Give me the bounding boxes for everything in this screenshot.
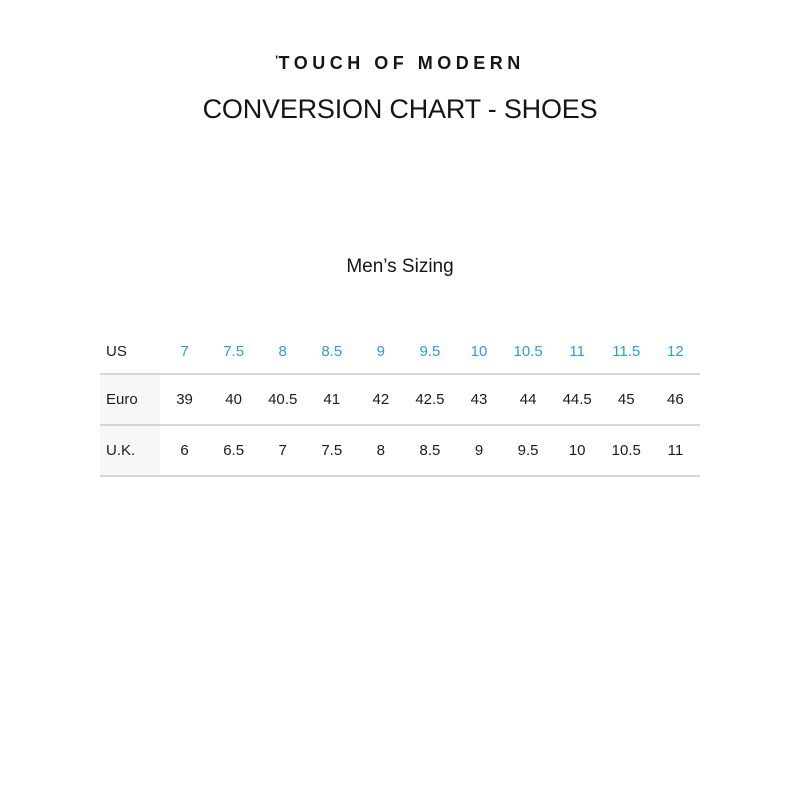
- size-cell-us: 12: [667, 343, 684, 360]
- size-cell-euro: 43: [470, 391, 488, 408]
- size-cell-us: 8: [278, 343, 287, 360]
- size-cell-uk: 6: [180, 442, 189, 459]
- size-cell-euro: 45: [617, 391, 635, 408]
- table-row-euro: [100, 374, 700, 425]
- size-cell-uk: 9.5: [517, 442, 539, 459]
- size-cell-us: 11: [569, 343, 585, 360]
- size-cell-uk: 8: [376, 442, 386, 459]
- size-cell-euro: 39: [176, 391, 193, 408]
- size-cell-uk: 7.5: [321, 442, 343, 459]
- size-cell-euro: 42: [372, 391, 390, 408]
- size-cell-us: 10.5: [513, 343, 543, 360]
- table-row-us: [100, 330, 700, 374]
- size-cell-uk: 10.5: [611, 442, 641, 459]
- size-cell-uk: 6.5: [223, 442, 245, 459]
- row-label-uk: U.K.: [100, 425, 160, 476]
- brand-logo: [0, 53, 800, 74]
- logo-tick-mark: ʹ: [275, 53, 279, 67]
- size-cell-euro: 44.5: [562, 391, 592, 408]
- size-cell-us: 9.5: [419, 343, 441, 360]
- table-row-uk: [100, 425, 700, 476]
- size-cell-us: 7: [180, 343, 189, 360]
- size-cell-euro: 46: [667, 391, 684, 408]
- size-cell-euro: 44: [519, 391, 537, 408]
- size-cell-uk: 8.5: [419, 442, 441, 459]
- size-cell-uk: 7: [278, 442, 287, 459]
- section-title: Men’s Sizing: [346, 256, 454, 277]
- size-cell-us: 9: [376, 343, 386, 360]
- size-cell-us: 10: [470, 343, 488, 360]
- size-cell-uk: 10: [568, 442, 586, 459]
- size-cell-euro: 40.5: [268, 391, 298, 408]
- size-conversion-table: [100, 330, 700, 477]
- row-label-us: US: [106, 343, 127, 360]
- logo-text: TOUCH OF MODERN: [278, 53, 525, 73]
- size-cell-euro: 41: [323, 391, 341, 408]
- size-cell-us: 7.5: [223, 343, 245, 360]
- row-label-euro: Euro: [100, 374, 160, 425]
- size-cell-euro: 42.5: [415, 391, 445, 408]
- size-cell-us: 11.5: [612, 343, 641, 360]
- size-cell-us: 8.5: [321, 343, 343, 360]
- page-title: CONVERSION CHART - SHOES: [202, 94, 598, 124]
- size-cell-uk: 11: [667, 442, 684, 459]
- size-cell-uk: 9: [474, 442, 484, 459]
- size-cell-euro: 40: [225, 391, 242, 408]
